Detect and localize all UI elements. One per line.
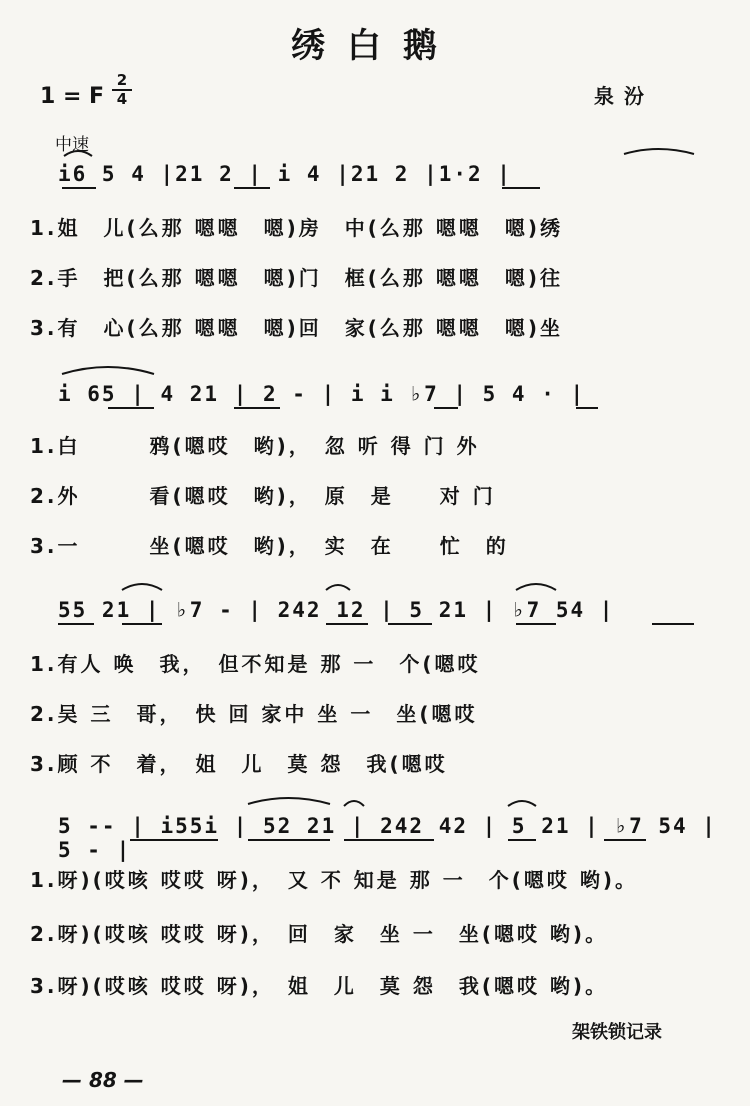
lyric-2-verse-2: 2.外 看(嗯哎 哟)， 原 是 对 门 xyxy=(30,484,496,508)
lyric-1-verse-3: 3.有 心(么那 嗯嗯 嗯)回 家(么那 嗯嗯 嗯)坐 xyxy=(30,316,564,340)
time-signature xyxy=(112,72,132,108)
notation-line-3 xyxy=(58,598,718,638)
tempo-marking: 中速 xyxy=(55,135,89,155)
notation-line-2 xyxy=(58,382,718,422)
time-signature-bottom: 4 xyxy=(112,89,132,108)
page-number: — 88 — xyxy=(62,1068,144,1092)
notation-text-1: i6 5 4 |21 2 | i 4 |21 2 |1·2 | xyxy=(58,162,512,186)
lyric-3-verse-3: 3.顾 不 着， 姐 儿 莫 怨 我(嗯哎 xyxy=(30,752,448,776)
lyric-2-verse-3: 3.一 坐(嗯哎 哟)， 实 在 忙 的 xyxy=(30,534,509,558)
lyric-2-verse-1: 1.白 鸦(嗯哎 哟)， 忽 听 得 门 外 xyxy=(30,434,480,458)
lyric-4-verse-1: 1.呀)(哎咳 哎哎 呀)， 又 不 知是 那 一 个(嗯哎 哟)。 xyxy=(30,868,638,892)
notation-text-4: 5 -- | i55i | 52 21 | 242 42 | 5 21 | ♭7 54 | 5 - | xyxy=(58,814,717,862)
notation-line-1 xyxy=(58,162,718,202)
notation-text-2: i 65 | 4 21 | 2 - | i i ♭7 | 5 4 · | xyxy=(58,382,586,406)
lyric-1-verse-2: 2.手 把(么那 嗯嗯 嗯)门 框(么那 嗯嗯 嗯)往 xyxy=(30,266,564,290)
notation-text-3: 55 21 | ♭7 - | 242 12 | 5 21 | ♭7 54 | xyxy=(58,598,615,622)
lyric-3-verse-1: 1.有人 唤 我， 但不知是 那 一 个(嗯哎 xyxy=(30,652,481,676)
notation-line-4 xyxy=(58,814,718,862)
recorder-credit: 架铁锁记录 xyxy=(572,1022,662,1043)
lyric-4-verse-2: 2.呀)(哎咳 哎哎 呀)， 回 家 坐 一 坐(嗯哎 哟)。 xyxy=(30,922,609,946)
lyric-1-verse-1: 1.姐 儿(么那 嗯嗯 嗯)房 中(么那 嗯嗯 嗯)绣 xyxy=(30,216,564,240)
region-label: 泉汾 xyxy=(594,84,654,108)
lyric-4-verse-3: 3.呀)(哎咳 哎哎 呀)， 姐 儿 莫 怨 我(嗯哎 哟)。 xyxy=(30,974,609,998)
song-title: 绣白鹅 xyxy=(291,26,459,66)
time-signature-top: 2 xyxy=(116,71,128,89)
lyric-3-verse-2: 2.吴 三 哥， 快 回 家中 坐 一 坐(嗯哎 xyxy=(30,702,478,726)
key-signature: 1 = F xyxy=(40,84,105,109)
